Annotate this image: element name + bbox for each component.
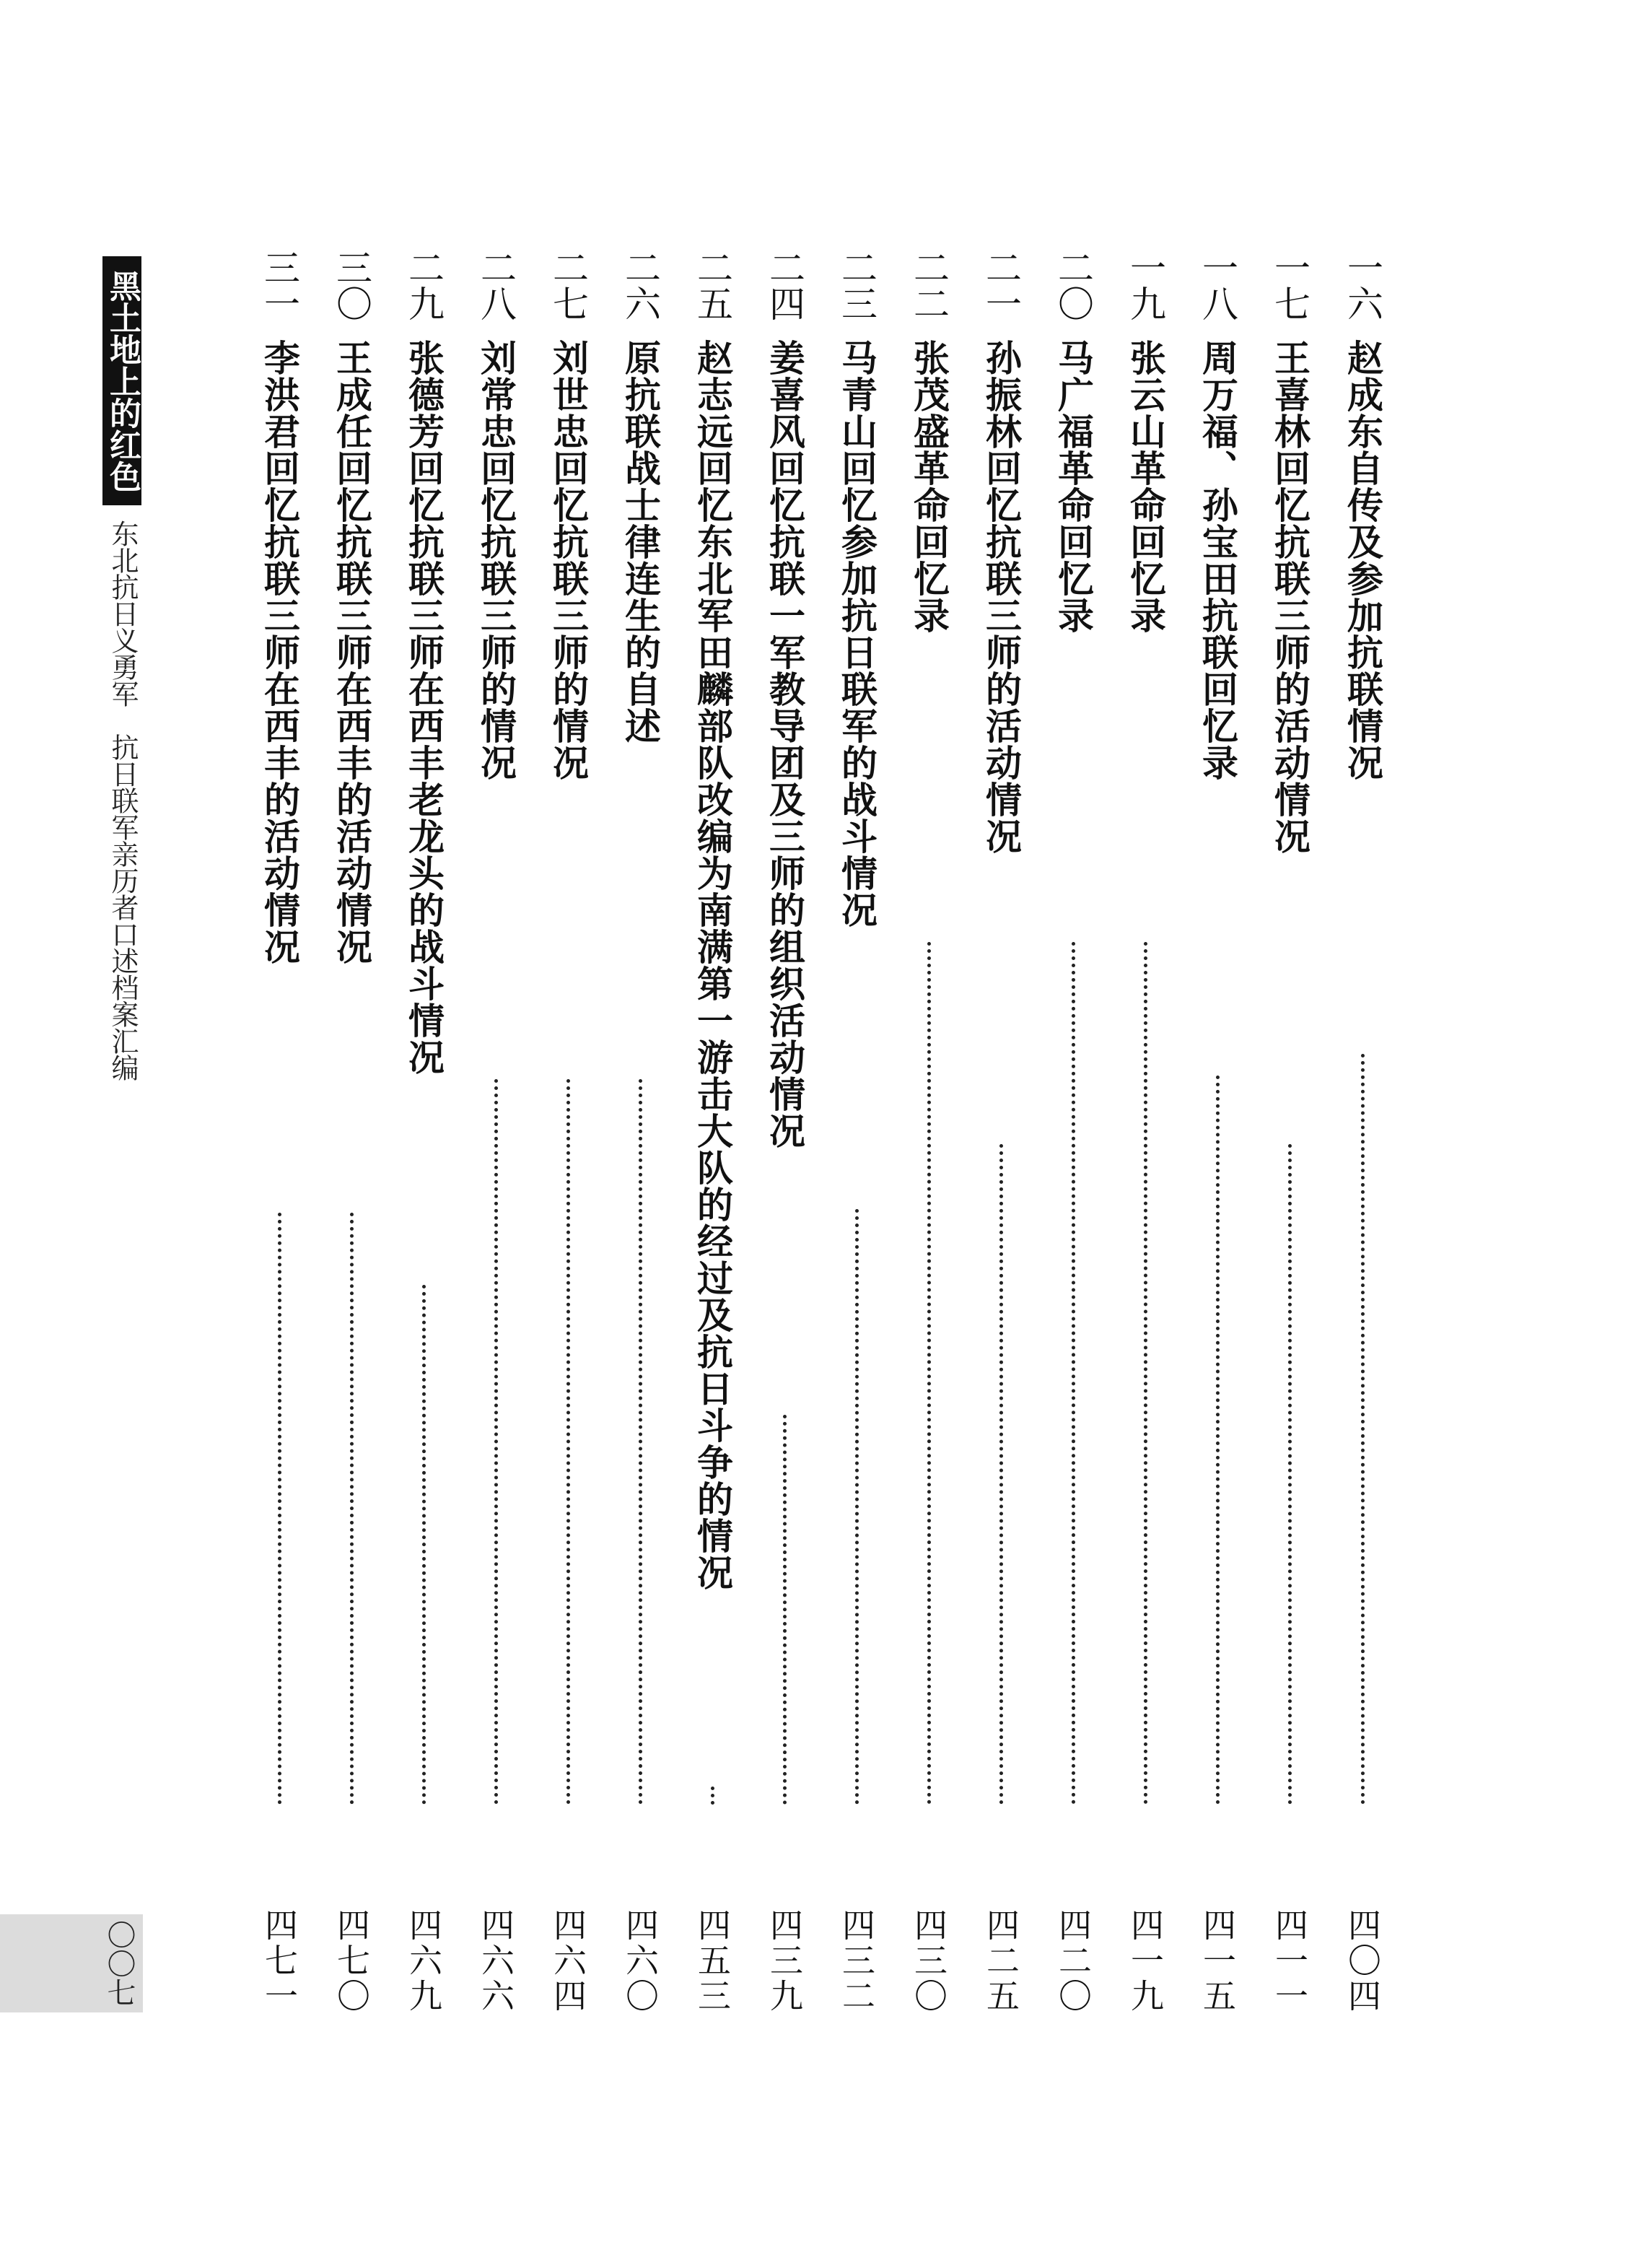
- toc-entry[interactable]: [907, 249, 950, 2014]
- toc-entry-page: 四三〇: [909, 1908, 948, 2014]
- toc-entry-title: 刘常忠回忆抗联三师的情况: [475, 339, 517, 781]
- toc-entry-title: 张茂盛革命回忆录: [908, 339, 950, 634]
- toc-entry-title: 张云山革命回忆录: [1124, 339, 1166, 634]
- toc-dot-leader: [711, 1787, 714, 1805]
- toc-dot-leader: [494, 1079, 498, 1805]
- toc-entry-number: 二七: [547, 249, 589, 321]
- toc-entry-title: 周万福、孙宝田抗联回忆录: [1196, 339, 1238, 781]
- toc-entry-page: 四二五: [981, 1908, 1020, 2014]
- toc-entry-title: 张德芳回忆抗联三师在西丰老龙头的战斗情况: [403, 339, 445, 1076]
- toc-entry[interactable]: [979, 249, 1023, 2014]
- toc-entry-number: 一六: [1342, 249, 1383, 321]
- toc-entry[interactable]: [402, 249, 445, 2014]
- toc-entry-number: 二〇: [1052, 249, 1094, 321]
- toc-entry-page: 四六四: [548, 1908, 587, 2014]
- toc-entry-number: 二八: [475, 249, 517, 321]
- toc-dot-leader: [350, 1213, 354, 1805]
- toc-entry[interactable]: [330, 249, 373, 2014]
- toc-entry[interactable]: [1341, 249, 1384, 2014]
- toc-entry-title: 马青山回忆参加抗日联军的战斗情况: [836, 339, 878, 928]
- toc-entry-number: 二二: [908, 249, 950, 321]
- toc-entry-number: 二四: [763, 249, 805, 321]
- toc-dot-leader: [566, 1079, 570, 1805]
- toc-entry-page: 四三二: [837, 1908, 876, 2014]
- toc-dot-leader: [639, 1079, 642, 1805]
- page-number: 〇〇七: [102, 1920, 136, 2007]
- toc-entry-page: 四三九: [765, 1908, 804, 2014]
- toc-entry-number: 一九: [1124, 249, 1166, 321]
- toc-dot-leader: [855, 1209, 859, 1805]
- toc-entry-page: 四六六: [476, 1908, 515, 2014]
- toc-entry-title: 马广福革命回忆录: [1052, 339, 1094, 634]
- toc-entry-title: 刘世忠回忆抗联三师的情况: [547, 339, 589, 781]
- toc-entry-page: 四二〇: [1054, 1908, 1093, 2014]
- toc-entry[interactable]: [1124, 249, 1167, 2014]
- toc-entry-page: 四五三: [693, 1908, 732, 2014]
- toc-entry-title: 姜喜风回忆抗联一军教导团及三师的组织活动情况: [763, 339, 805, 1149]
- toc-entry-page: 四一五: [1198, 1908, 1237, 2014]
- toc-entry[interactable]: [1268, 249, 1311, 2014]
- toc-entry-number: 二九: [403, 249, 445, 321]
- toc-dot-leader: [927, 942, 931, 1805]
- toc-entry[interactable]: [1196, 249, 1239, 2014]
- toc-entry-number: 一八: [1196, 249, 1238, 321]
- toc-dot-leader: [1072, 942, 1075, 1805]
- toc-entry-number: 二五: [691, 249, 733, 321]
- running-header-subtitle: 东北抗日义勇军 抗日联军亲历者口述档案汇编: [107, 520, 139, 1081]
- toc-dot-leader: [1216, 1076, 1220, 1805]
- toc-dot-leader: [278, 1213, 281, 1805]
- toc-entry[interactable]: [546, 249, 590, 2014]
- toc-entry-title: 李洪君回忆抗联三师在西丰的活动情况: [258, 339, 300, 965]
- toc-entry[interactable]: [835, 249, 878, 2014]
- toc-entry-page: 四六九: [404, 1908, 443, 2014]
- toc-entry-page: 四七〇: [332, 1908, 371, 2014]
- toc-entry-number: 二六: [619, 249, 661, 321]
- toc-dot-leader: [1144, 942, 1147, 1805]
- toc-dot-leader: [1288, 1144, 1292, 1805]
- toc-entry-title: 赵志远回忆东北军田麟部队改编为南满第一游击大队的经过及抗日斗争的情况: [691, 339, 733, 1591]
- toc-entry-title: 王喜林回忆抗联三师的活动情况: [1269, 339, 1310, 855]
- toc-dot-leader: [999, 1144, 1003, 1805]
- toc-entry[interactable]: [618, 249, 662, 2014]
- toc-dot-leader: [1361, 1054, 1365, 1805]
- toc-entry[interactable]: [474, 249, 517, 2014]
- toc-entry-number: 三一: [258, 249, 300, 321]
- toc-entry-title: 孙振林回忆抗联三师的活动情况: [980, 339, 1022, 855]
- toc-entry[interactable]: [1051, 249, 1095, 2014]
- toc-dot-leader: [422, 1285, 426, 1805]
- toc-entry-page: 四七一: [260, 1908, 299, 2014]
- toc-entry-page: 四〇四: [1343, 1908, 1382, 2014]
- toc-entry-page: 四一一: [1270, 1908, 1309, 2014]
- toc-entry-page: 四一九: [1126, 1908, 1165, 2014]
- toc-entry[interactable]: [258, 249, 301, 2014]
- toc-entry-title: 赵成东自传及参加抗联情况: [1342, 339, 1383, 781]
- toc-entry-page: 四六〇: [621, 1908, 660, 2014]
- toc-entry-title: 原抗联战士律连生的自述: [619, 339, 661, 744]
- toc-entry-number: 三〇: [331, 249, 372, 321]
- running-header-title: 黑土地上的红色记忆: [102, 256, 141, 505]
- toc-dot-leader: [783, 1415, 787, 1805]
- toc-entry-title: 王成任回忆抗联三师在西丰的活动情况: [331, 339, 372, 965]
- toc-entry[interactable]: [763, 249, 806, 2014]
- toc-entry-number: 二三: [836, 249, 878, 321]
- toc-entry-number: 一七: [1269, 249, 1310, 321]
- toc-entry-number: 二一: [980, 249, 1022, 321]
- toc-entry[interactable]: [691, 249, 734, 2014]
